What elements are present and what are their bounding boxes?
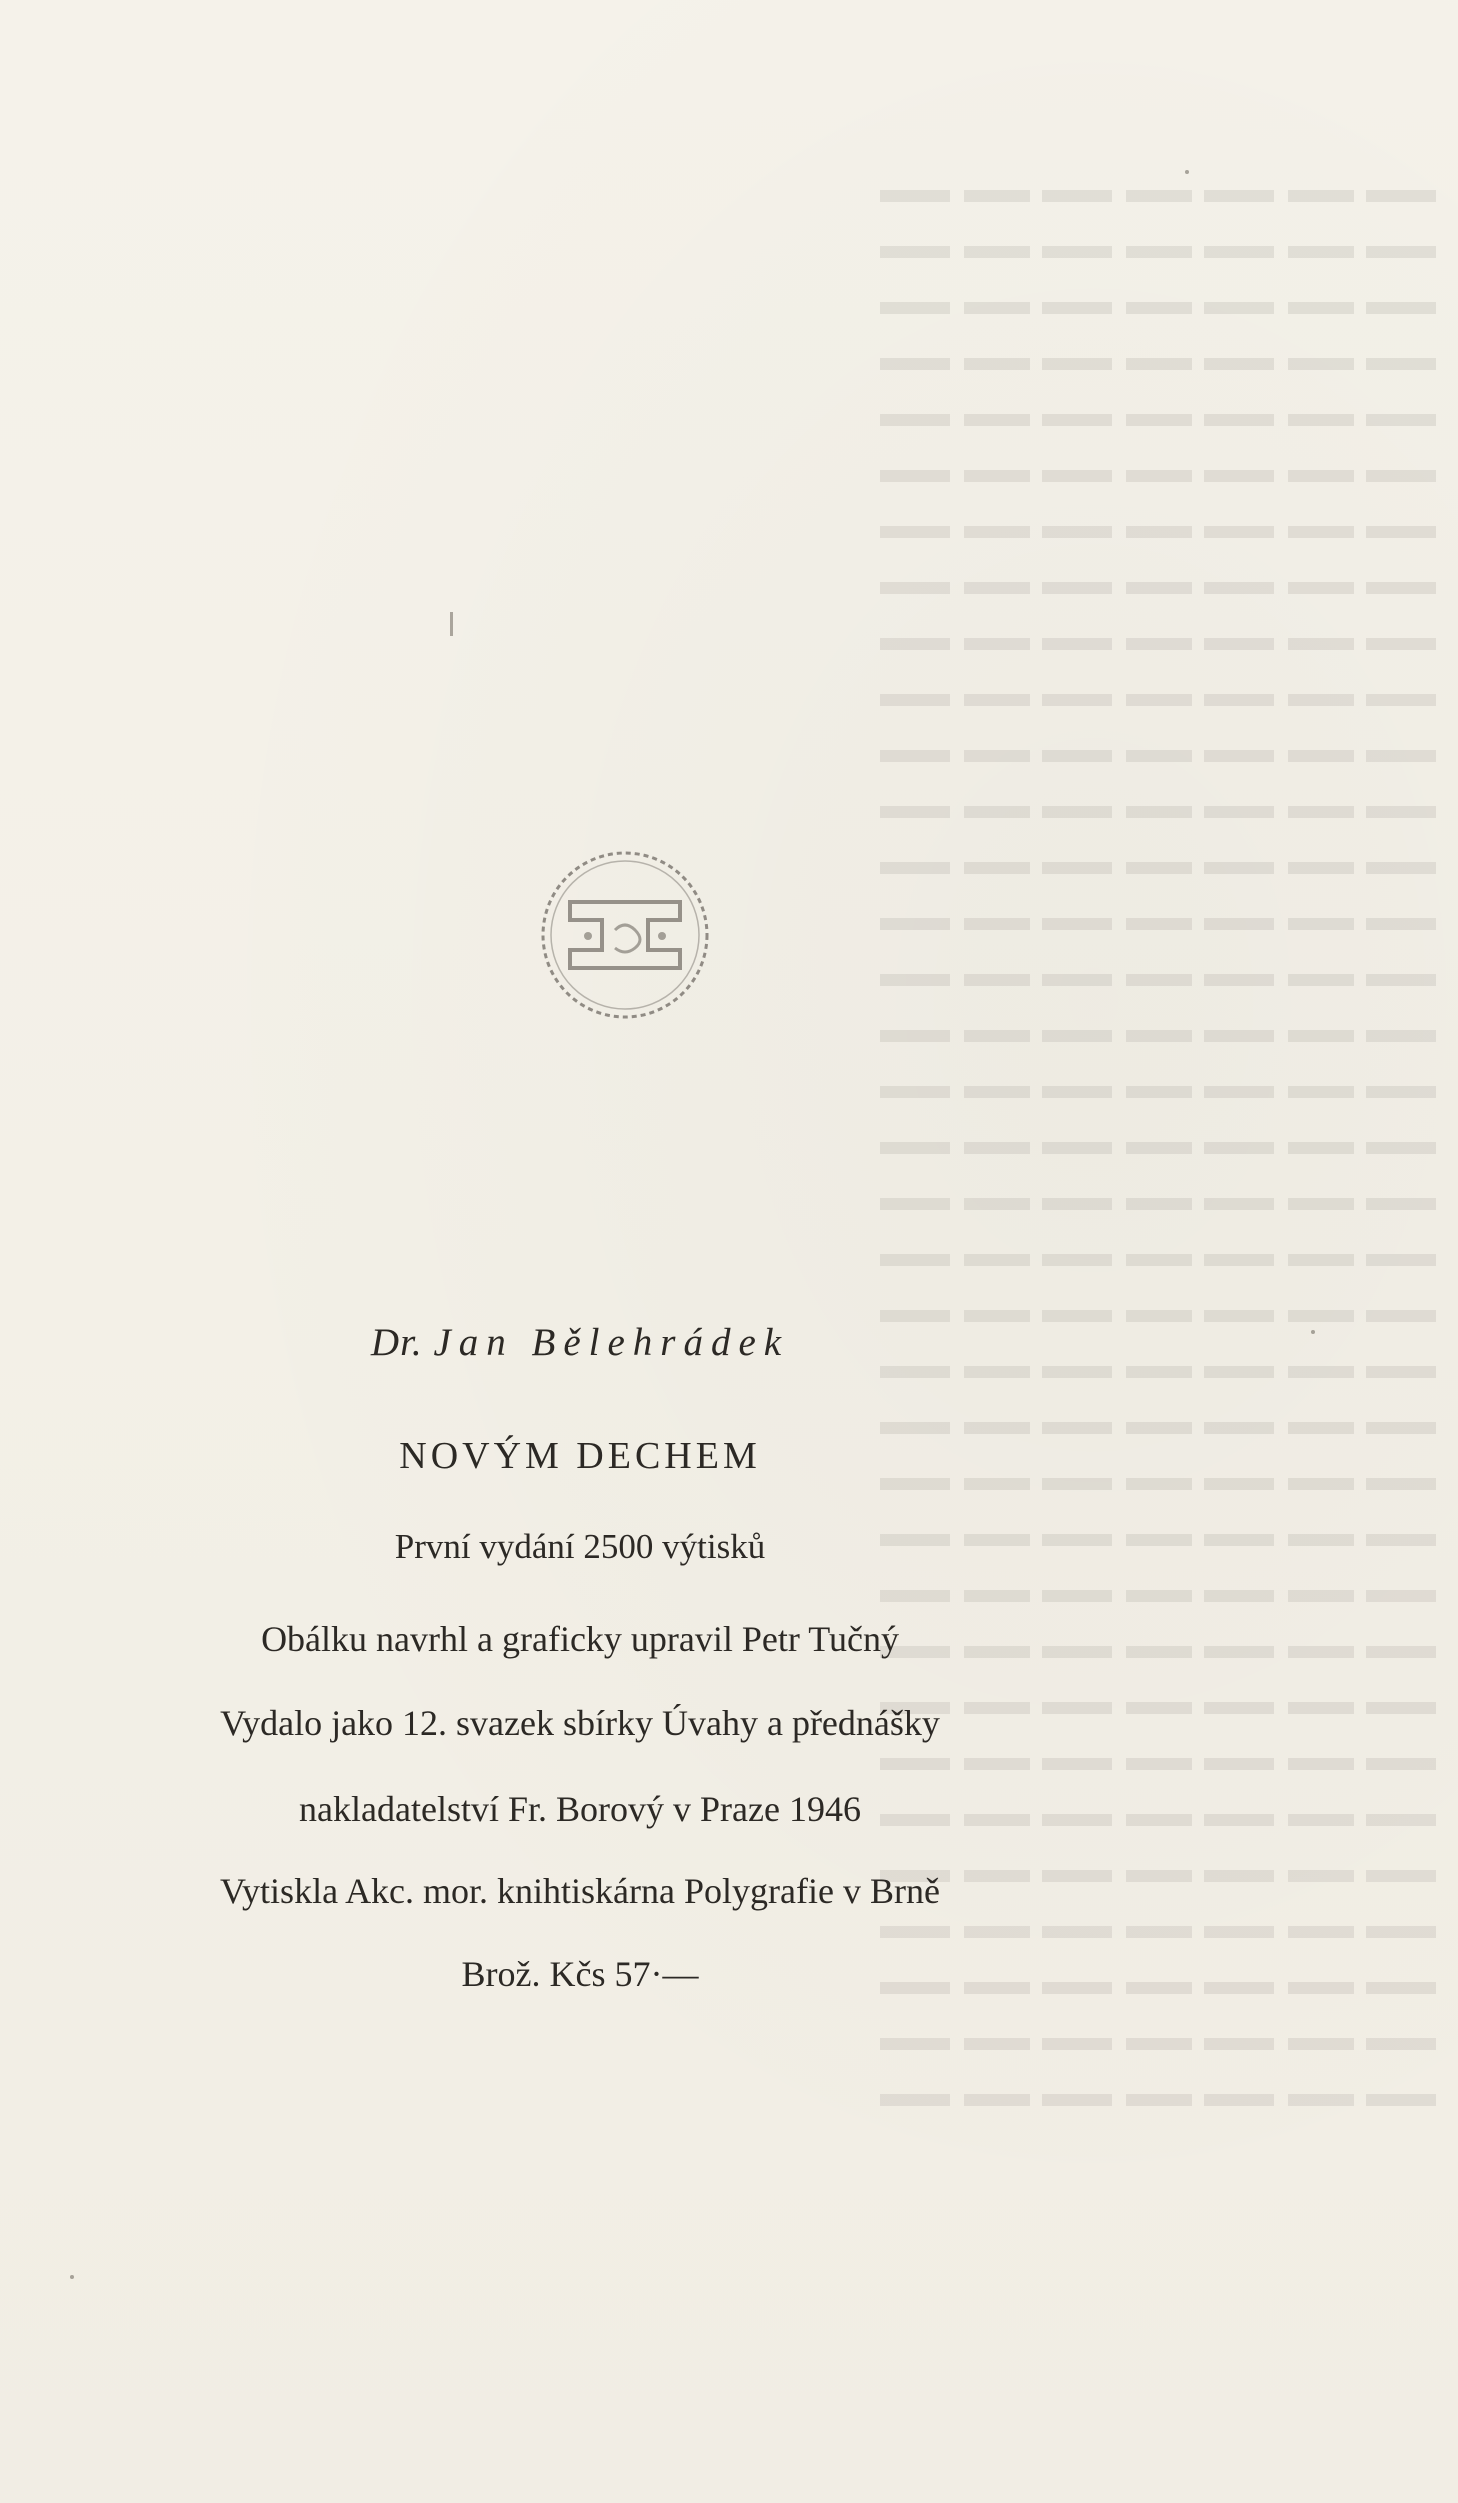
publisher-note: nakladatelství Fr. Borový v Praze 1946: [299, 1789, 861, 1829]
edition-note: První vydání 2500 výtisků: [394, 1527, 766, 1566]
paper-speck: [70, 2275, 74, 2279]
author-prefix: Dr.: [370, 1321, 423, 1364]
pencil-mark: [450, 612, 453, 636]
printer-note: Vytiskla Akc. mor. knihtiskárna Polygrafie v Brně: [220, 1871, 940, 1911]
price-note: Brož. Kčs 57·—: [461, 1954, 699, 1994]
author-line: [100, 1320, 1060, 1365]
cover-credit: Obálku navrhl a graficky upravil Petr Tučný: [261, 1619, 899, 1659]
paper-speck: [1185, 170, 1189, 174]
paper-speck: [1311, 1330, 1315, 1334]
author-name: Jan Bělehrádek: [433, 1321, 790, 1364]
series-note: Vydalo jako 12. svazek sbírky Úvahy a přednášky: [220, 1703, 940, 1743]
library-stamp-icon: [530, 840, 720, 1030]
book-title: NOVÝM DECHEM: [399, 1435, 761, 1477]
